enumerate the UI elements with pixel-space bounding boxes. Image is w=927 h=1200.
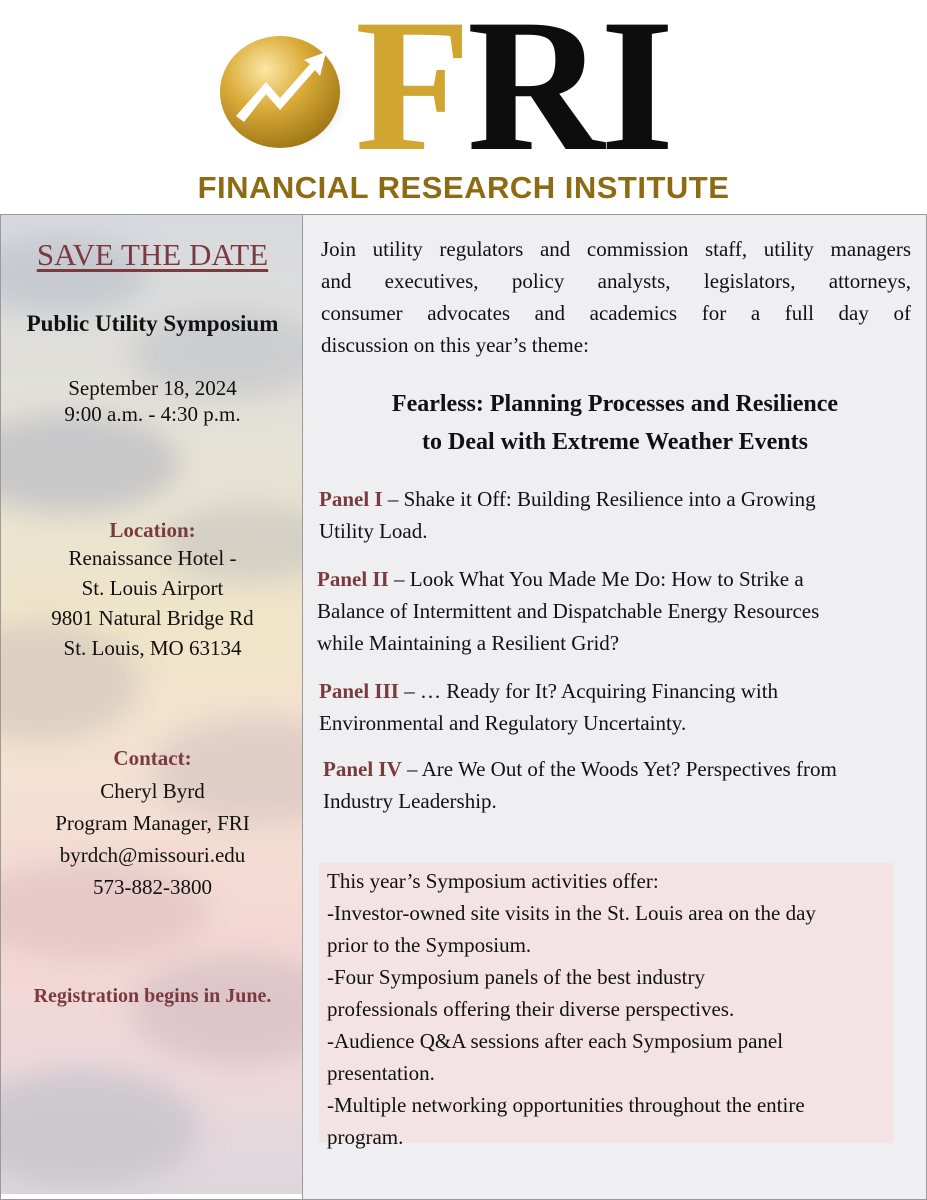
panel-label: Panel III [319,679,399,703]
activities-line: professionals offering their diverse perspectives. [327,997,735,1021]
panel-text: Environmental and Regulatory Uncertainty. [319,711,687,735]
panel-item [319,675,919,739]
location-line: 9801 Natural Bridge Rd [51,606,254,630]
logo-letters-ri: RI [467,0,671,191]
activities-line: -Four Symposium panels of the best industry [327,965,705,989]
contact-email[interactable]: byrdch@missouri.edu [59,843,246,867]
contact-label: Contact: [113,746,192,770]
panel-item [317,563,923,659]
symposium-activities-box [319,863,893,1149]
activities-line: -Multiple networking opportunities throughout the entire [327,1093,805,1117]
save-the-date-heading: SAVE THE DATE [36,237,269,272]
panel-label: Panel II [317,567,389,591]
activities-line: -Audience Q&A sessions after each Symposium panel [327,1029,784,1053]
panel-text: – Shake it Off: Building Resilience into a Growing [387,487,816,511]
logo-tagline: FINANCIAL RESEARCH INSTITUTE [197,170,730,205]
location-line: Renaissance Hotel - [68,546,237,570]
activities-line: presentation. [327,1061,435,1085]
theme-line: to Deal with Extreme Weather Events [422,429,808,455]
contact-title: Program Manager, FRI [55,811,250,835]
intro-line: discussion on this year’s theme: [321,333,589,357]
theme-line: Fearless: Planning Processes and Resilience [391,391,839,417]
logo-letters [355,0,671,191]
panel-text: Utility Load. [319,519,428,543]
event-time: 9:00 a.m. - 4:30 p.m. [64,402,241,426]
panel-item [323,753,923,817]
main-panel [303,214,927,1200]
panel-text: – … Ready for It? Acquiring Financing with [404,679,779,703]
activities-line: -Investor-owned site visits in the St. Louis area on the day [327,901,816,925]
intro-line: consumer advocates and academics for a full day of [321,301,911,325]
logo-letter-f: F [355,0,468,191]
location-line: St. Louis, MO 63134 [63,636,242,660]
panel-label: Panel I [319,487,383,511]
panel-text: – Look What You Made Me Do: How to Strike a [394,567,804,591]
location-label: Location: [109,518,196,542]
panel-item [319,483,919,547]
contact-name: Cheryl Byrd [100,779,205,803]
sidebar [0,214,303,1200]
event-date-time [1,375,303,427]
intro-line: Join utility regulators and commission staff, utility managers [321,237,911,261]
activities-line: This year’s Symposium activities offer: [327,869,659,893]
theme-title [303,385,927,461]
intro-paragraph [321,233,911,361]
event-date: September 18, 2024 [68,376,237,400]
header [0,0,927,214]
activities-line: prior to the Symposium. [327,933,532,957]
contact-details [1,775,303,903]
contact-phone[interactable]: 573-882-3800 [93,875,212,899]
panel-label: Panel IV [323,757,402,781]
symposium-title: Public Utility Symposium [26,311,279,336]
panel-text: Industry Leadership. [323,789,497,813]
location-line: St. Louis Airport [81,576,224,600]
activities-line: program. [327,1125,404,1149]
location-address [1,543,303,663]
panel-text: Balance of Intermittent and Dispatchable Energy Resources [317,599,820,623]
intro-line: and executives, policy analysts, legislators, attorneys, [321,269,911,293]
registration-note: Registration begins in June. [33,985,272,1007]
panel-text: while Maintaining a Resilient Grid? [317,631,620,655]
panel-text: – Are We Out of the Woods Yet? Perspectives from [407,757,837,781]
gold-circle-arrow-icon [214,30,352,155]
